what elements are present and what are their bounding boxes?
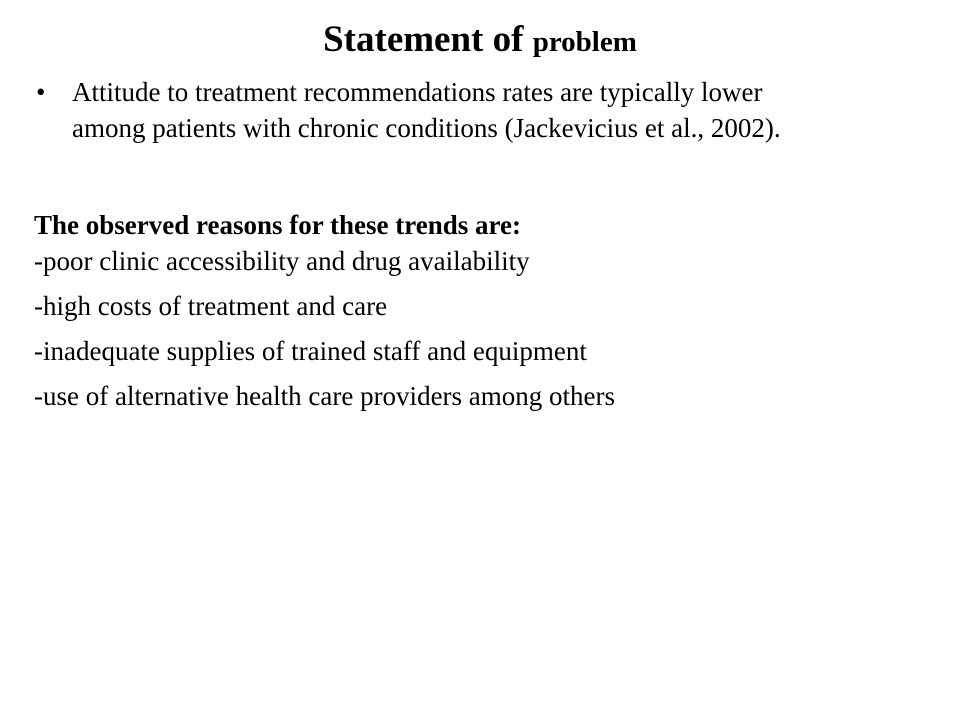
title-small: problem — [532, 26, 637, 58]
bullet-line-2: among patients with chronic conditions (Jackevicius et al., 2002). — [72, 113, 781, 143]
slide-title — [0, 14, 960, 68]
reason-item: -use of alternative health care providers among others — [34, 381, 616, 411]
bullet-dot-icon: • — [36, 77, 46, 107]
reason-item: -high costs of treatment and care — [34, 291, 388, 321]
title-main: Statement of — [323, 19, 533, 60]
reasons-heading: The observed reasons for these trends are: — [34, 210, 521, 240]
bullet-text — [72, 74, 936, 146]
reason-item: -poor clinic accessibility and drug availability — [34, 246, 530, 276]
bullet-line-1: Attitude to treatment recommendations rates are typically lower — [72, 77, 763, 107]
reasons-section — [34, 207, 934, 423]
reason-item: -inadequate supplies of trained staff and equipment — [34, 336, 587, 366]
